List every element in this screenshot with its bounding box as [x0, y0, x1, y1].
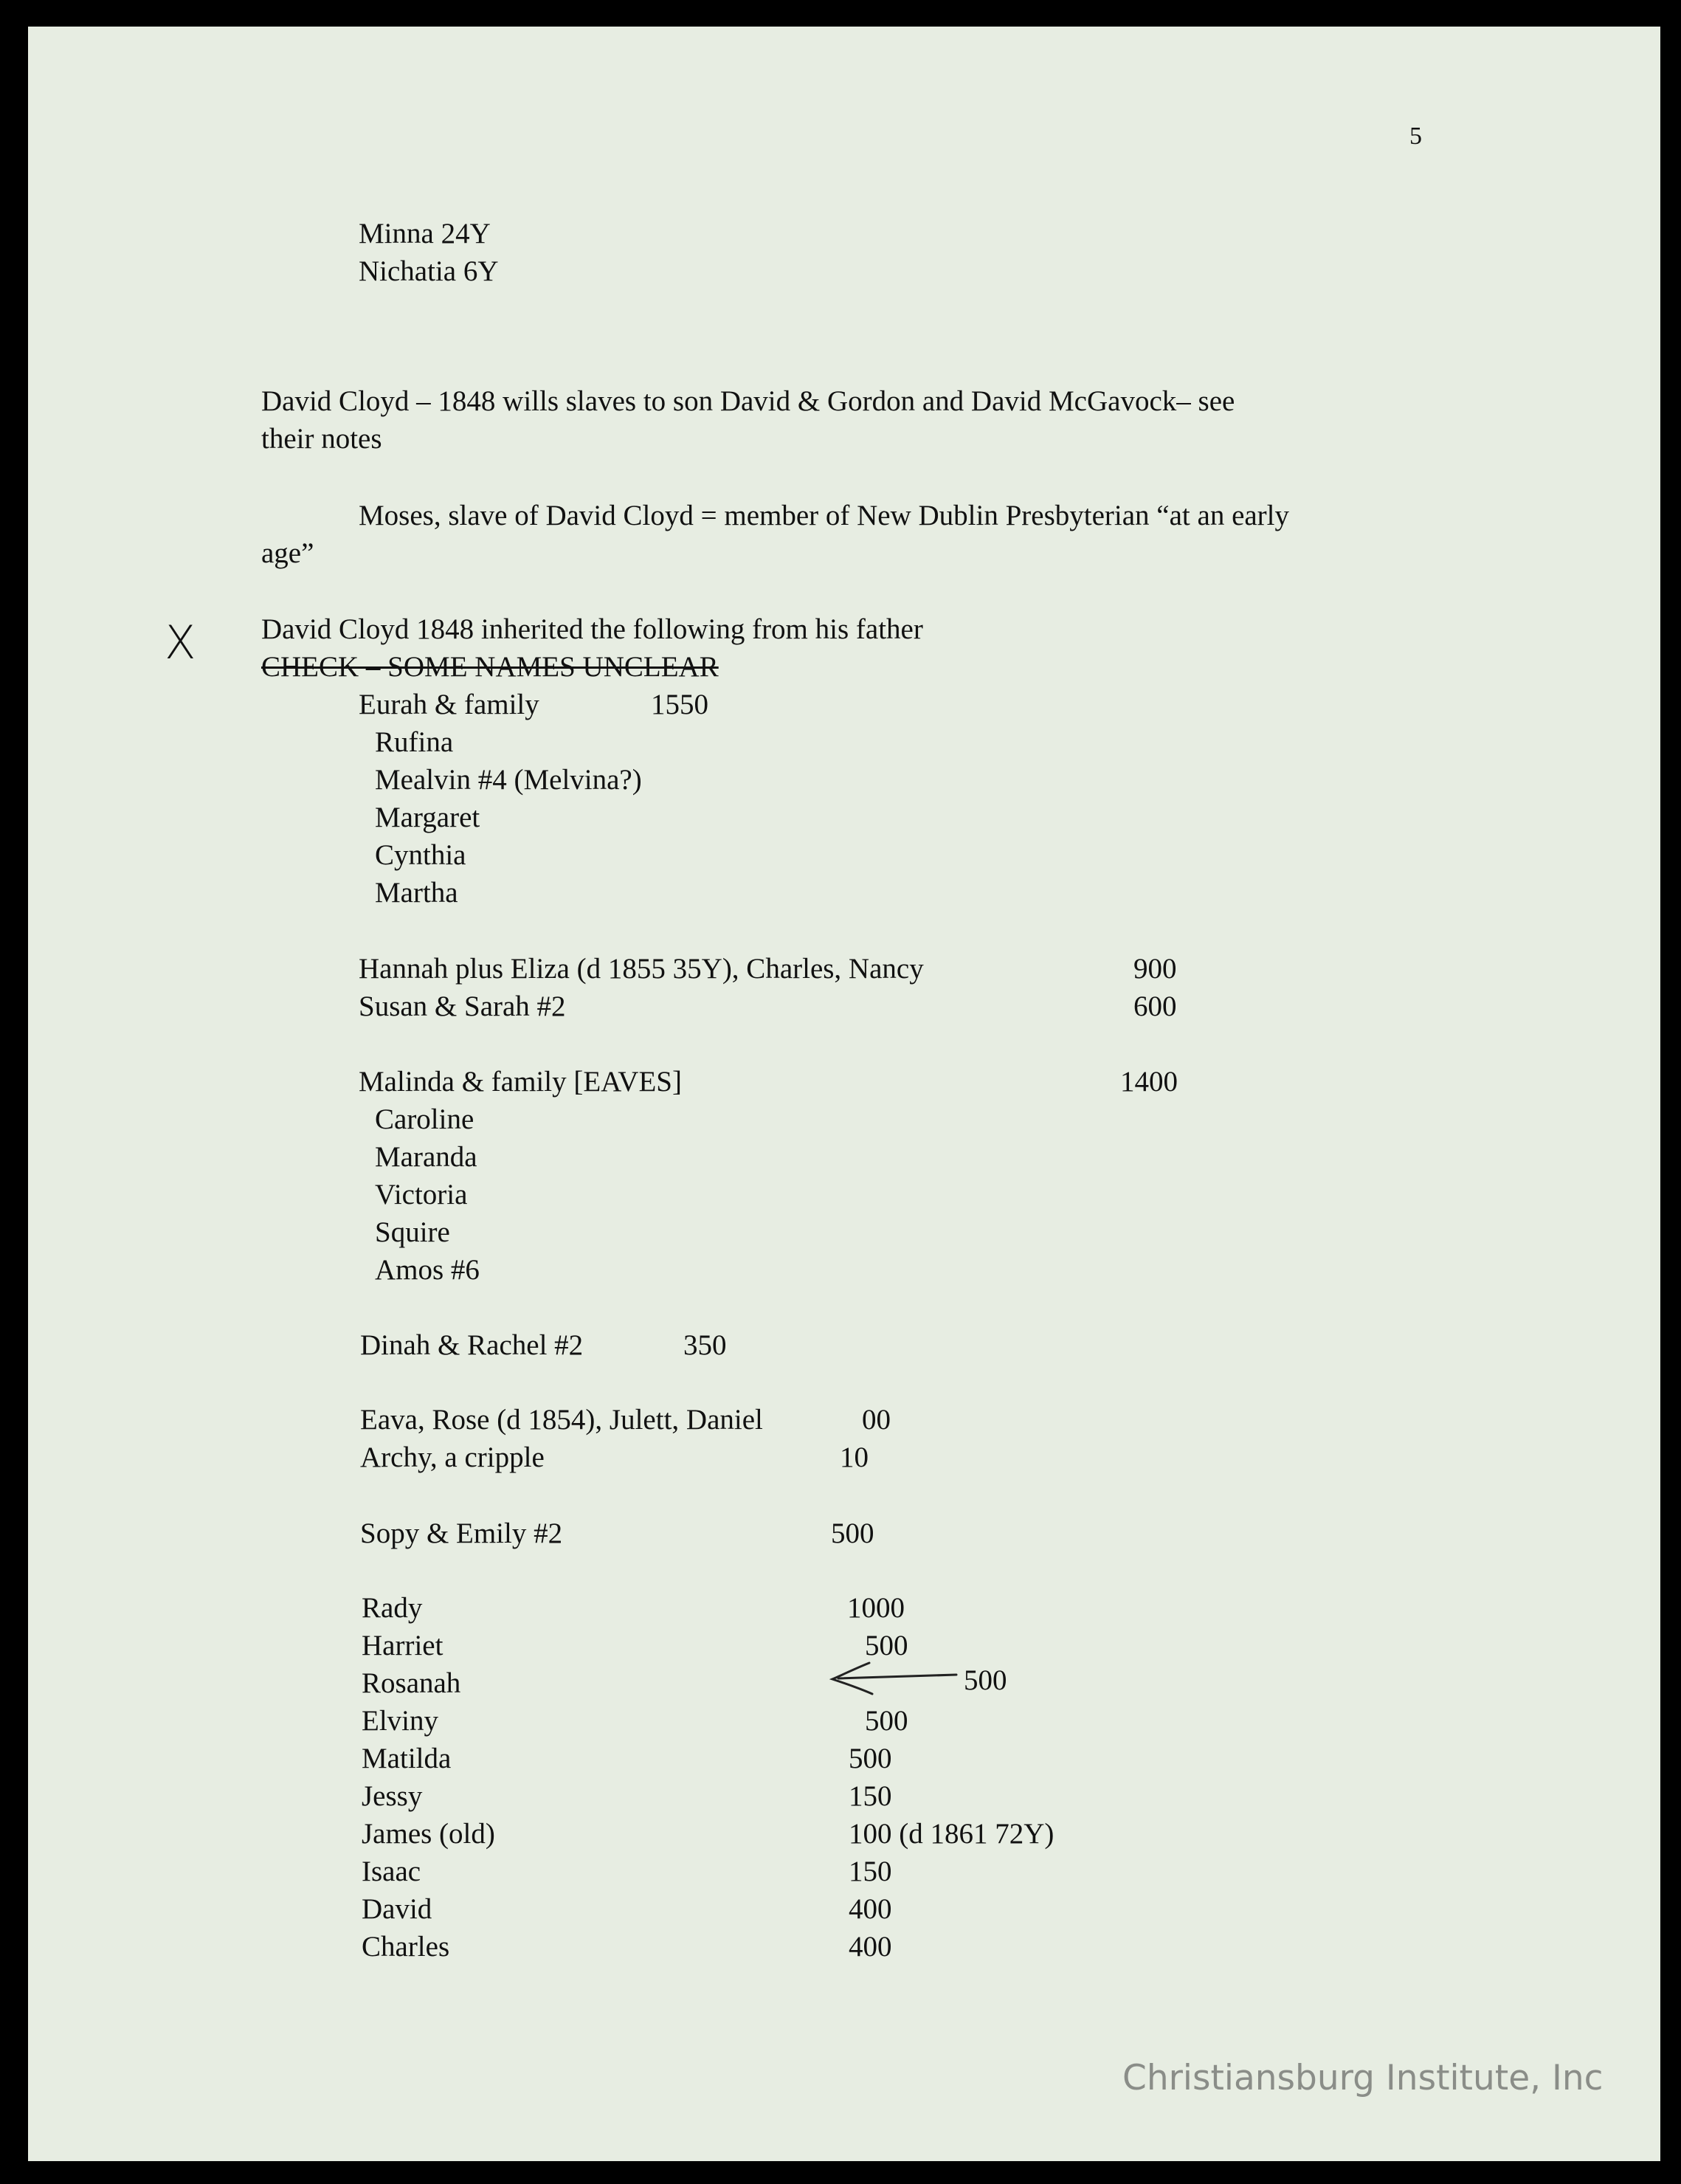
individual-name: David [362, 1893, 432, 1925]
individual-name: James (old) [362, 1818, 495, 1850]
group-sopy-label: Sopy & Emily #2 [360, 1518, 563, 1549]
member-margaret: Margaret [375, 802, 480, 833]
line-moses-2: age” [261, 537, 314, 569]
individual-value: 500 [865, 1705, 908, 1737]
line-cloyd-wills-1: David Cloyd – 1848 wills slaves to son David & Gordon and David McGavock– see [261, 385, 1235, 417]
line-nichatia: Nichatia 6Y [359, 255, 499, 287]
group-eava-value: 00 [862, 1404, 891, 1436]
group-archy-value: 10 [840, 1441, 869, 1473]
group-eurah-value: 1550 [651, 689, 708, 720]
document-page [28, 27, 1660, 2161]
individual-name: Rady [362, 1592, 423, 1624]
group-hannah-label: Hannah plus Eliza (d 1855 35Y), Charles, Nancy [359, 953, 924, 985]
group-dinah-label: Dinah & Rachel #2 [360, 1329, 584, 1361]
member-cynthia: Cynthia [375, 839, 466, 871]
member-caroline: Caroline [375, 1103, 474, 1135]
individual-value: 100 (d 1861 72Y) [849, 1818, 1054, 1850]
line-minna: Minna 24Y [359, 218, 491, 249]
watermark: Christiansburg Institute, Inc [1122, 2058, 1604, 2098]
member-amos: Amos #6 [375, 1254, 480, 1286]
individual-name: Harriet [362, 1630, 443, 1661]
page-number: 5 [1409, 123, 1422, 150]
line-cloyd-wills-2: their notes [261, 423, 382, 455]
line-moses-1: Moses, slave of David Cloyd = member of New Dublin Presbyterian “at an early [359, 500, 1290, 531]
group-eava-label: Eava, Rose (d 1854), Julett, Daniel [360, 1404, 763, 1436]
individual-name: Elviny [362, 1705, 438, 1737]
group-hannah-value: 900 [1133, 953, 1177, 985]
individual-value: 500 [865, 1630, 908, 1661]
group-susan-value: 600 [1133, 991, 1177, 1022]
individual-name: Jessy [362, 1780, 423, 1812]
individual-name: Charles [362, 1931, 450, 1963]
handwritten-arrow-value: 500 [964, 1664, 1007, 1696]
member-rufina: Rufina [375, 726, 454, 758]
group-susan-label: Susan & Sarah #2 [359, 991, 566, 1022]
group-malinda-value: 1400 [1120, 1066, 1178, 1098]
member-maranda: Maranda [375, 1141, 477, 1173]
individual-value: 500 [849, 1743, 892, 1774]
group-dinah-value: 350 [683, 1329, 727, 1361]
member-martha: Martha [375, 877, 458, 909]
individual-value: 150 [849, 1856, 892, 1887]
individual-name: Matilda [362, 1743, 452, 1774]
handwritten-x-mark: X [165, 616, 196, 669]
individual-value: 400 [849, 1893, 892, 1925]
handwritten-arrow-icon [825, 1654, 958, 1698]
individual-name: Isaac [362, 1856, 421, 1887]
individual-value: 1000 [847, 1592, 905, 1624]
individual-value: 400 [849, 1931, 892, 1963]
member-mealvin: Mealvin #4 (Melvina?) [375, 764, 642, 796]
line-check-struck: CHECK – SOME NAMES UNCLEAR [261, 651, 719, 683]
member-squire: Squire [375, 1216, 450, 1248]
line-inherited: David Cloyd 1848 inherited the following from his father [261, 613, 923, 645]
individual-name: Rosanah [362, 1667, 461, 1699]
member-victoria: Victoria [375, 1179, 468, 1210]
individual-value: 150 [849, 1780, 892, 1812]
group-eurah-label: Eurah & family [359, 689, 539, 720]
group-malinda-label: Malinda & family [EAVES] [359, 1066, 682, 1098]
group-sopy-value: 500 [831, 1518, 874, 1549]
group-archy-label: Archy, a cripple [360, 1441, 545, 1473]
